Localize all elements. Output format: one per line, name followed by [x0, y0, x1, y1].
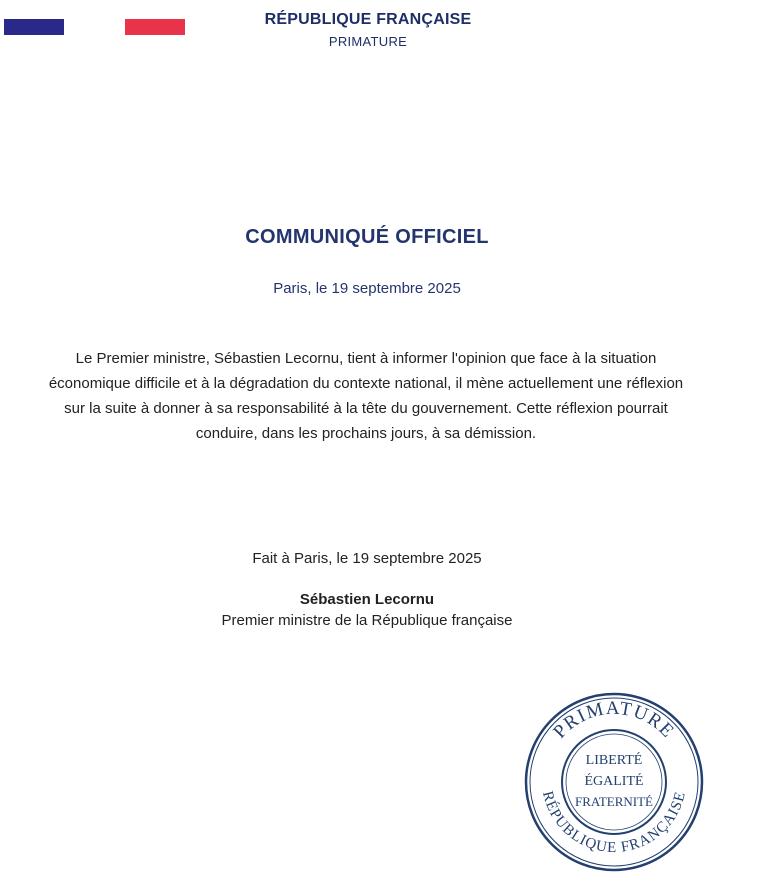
- letterhead-office: PRIMATURE: [328, 34, 408, 49]
- document-body: [6, 346, 726, 446]
- body-line: Le Premier ministre, Sébastien Lecornu, tient à informer l'opinion que face à la situation: [75, 350, 657, 367]
- seal-motto-liberte: LIBERTÉ: [585, 753, 643, 768]
- seal-motto-fraternite: FRATERNITÉ: [575, 794, 653, 809]
- body-line: sur la suite à donner à sa responsabilité à la tête du gouvernement. Cette réflexion pourrait: [64, 400, 668, 417]
- letterhead: [200, 10, 536, 51]
- seal-top-text: PRIMATURE: [549, 697, 679, 743]
- body-line: économique difficile et à la dégradation du contexte national, il mène actuellement une réflexion: [48, 375, 684, 392]
- seal-motto-egalite: ÉGALITÉ: [584, 774, 644, 789]
- signatory-role: Premier ministre de la République française: [221, 612, 513, 629]
- letterhead-republic: RÉPUBLIQUE FRANÇAISE: [264, 11, 472, 28]
- document-date: Paris, le 19 septembre 2025: [273, 280, 461, 297]
- seal-bottom-text: RÉPUBLIQUE FRANÇAISE: [539, 789, 689, 857]
- body-line: conduire, dans les prochains jours, à sa démission.: [195, 425, 537, 442]
- primature-seal-stamp: [524, 692, 704, 872]
- signoff-line: Fait à Paris, le 19 septembre 2025: [252, 550, 482, 567]
- signatory-name: Sébastien Lecornu: [299, 591, 435, 608]
- flag-red-stripe: [125, 19, 185, 35]
- document-title: COMMUNIQUÉ OFFICIEL: [245, 226, 489, 248]
- flag-blue-stripe: [4, 19, 64, 35]
